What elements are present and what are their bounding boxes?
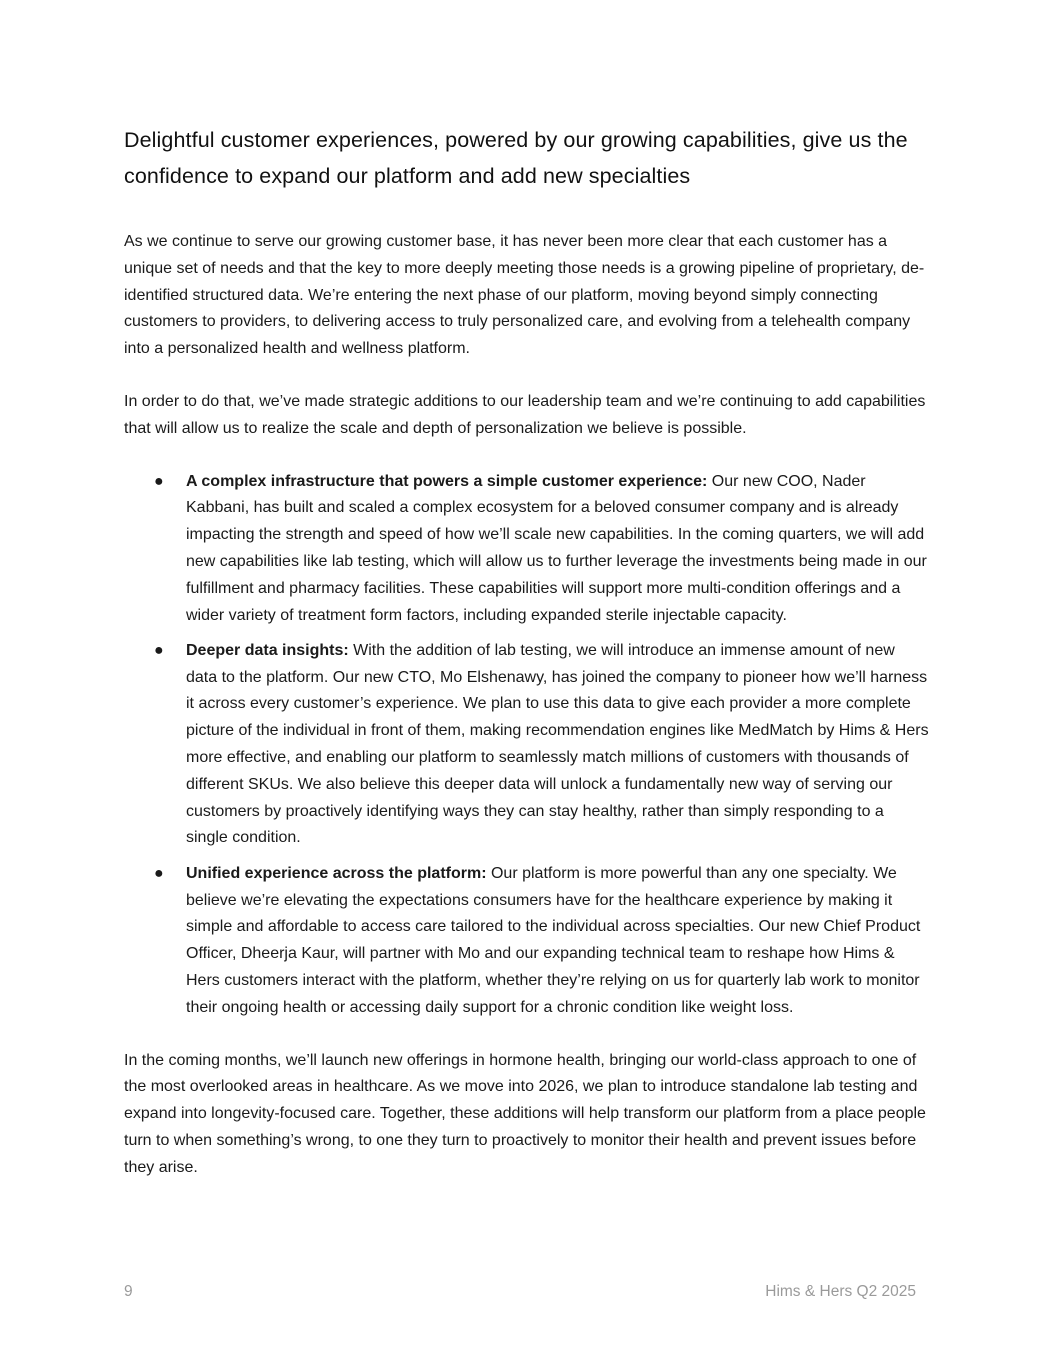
- document-page: [124, 122, 930, 1208]
- bullet-title: Unified experience across the platform:: [186, 864, 487, 882]
- list-item: [124, 638, 930, 852]
- bullet-icon: ●: [154, 641, 164, 659]
- strategy-paragraph: In order to do that, we’ve made strategic additions to our leadership team and we’re continuing to add capabilities that will allow us to realize the scale and depth of personalization we believe is possible.: [124, 392, 926, 437]
- document-label: Hims & Hers Q2 2025: [765, 1283, 916, 1300]
- list-item: [124, 469, 930, 630]
- bullet-text: Our platform is more powerful than any one specialty. We believe we’re elevating the expectations consumers have for the healthcare experience by making it simple and affordable to access care tailored to the individual across specialties. Our new Chief Product Officer, Dheerja Kaur, will partner with Mo and our expanding technical team to reshape how Hims & Hers customers interact with the platform, whether they’re relying on us for quarterly lab work to monitor their ongoing health or accessing daily support for a chronic condition like weight loss.: [186, 864, 921, 1016]
- page-heading: Delightful customer experiences, powered by our growing capabilities, give us the confidence to expand our platform and add new specialties: [124, 128, 908, 188]
- page-number: 9: [124, 1283, 133, 1300]
- capabilities-list: [124, 469, 930, 1022]
- intro-paragraph: As we continue to serve our growing customer base, it has never been more clear that each customer has a unique set of needs and that the key to more deeply meeting those needs is a growing pipeline of proprietary, de-identified structured data. We’re entering the next phase of our platform, moving beyond simply connecting customers to providers, to delivering access to truly personalized care, and evolving from a telehealth company into a personalized health and wellness platform.: [124, 233, 925, 358]
- bullet-icon: ●: [154, 472, 164, 490]
- bullet-title: Deeper data insights:: [186, 641, 349, 659]
- bullet-text: With the addition of lab testing, we will introduce an immense amount of new data to the platform. Our new CTO, Mo Elshenawy, has joined the company to pioneer how we’ll harness it across every customer’s experience. We plan to use this data to give each provider a more complete picture of the individual in front of them, making recommendation engines like MedMatch by Hims & Hers more effective, and enabling our platform to seamlessly match millions of customers with thousands of different SKUs. We also believe this deeper data will unlock a fundamentally new way of serving our customers by proactively identifying ways they can stay healthy, rather than simply responding to a single condition.: [186, 641, 929, 847]
- closing-paragraph: In the coming months, we’ll launch new offerings in hormone health, bringing our world-class approach to one of the most overlooked areas in healthcare. As we move into 2026, we plan to introduce standalone lab testing and expand into longevity-focused care. Together, these additions will help transform our platform from a place people turn to when something’s wrong, to one they turn to proactively to monitor their health and prevent issues before they arise.: [124, 1051, 926, 1176]
- bullet-title: A complex infrastructure that powers a simple customer experience:: [186, 472, 708, 490]
- bullet-text: Our new COO, Nader Kabbani, has built and scaled a complex ecosystem for a beloved consumer company and is already impacting the strength and speed of how we’ll scale new capabilities. In the coming quarters, we will add new capabilities like lab testing, which will allow us to further leverage the investments being made in our fulfillment and pharmacy facilities. These capabilities will support more multi-condition offerings and a wider variety of treatment form factors, including expanded sterile injectable capacity.: [186, 472, 927, 624]
- list-item: [124, 861, 930, 1022]
- bullet-icon: ●: [154, 864, 164, 882]
